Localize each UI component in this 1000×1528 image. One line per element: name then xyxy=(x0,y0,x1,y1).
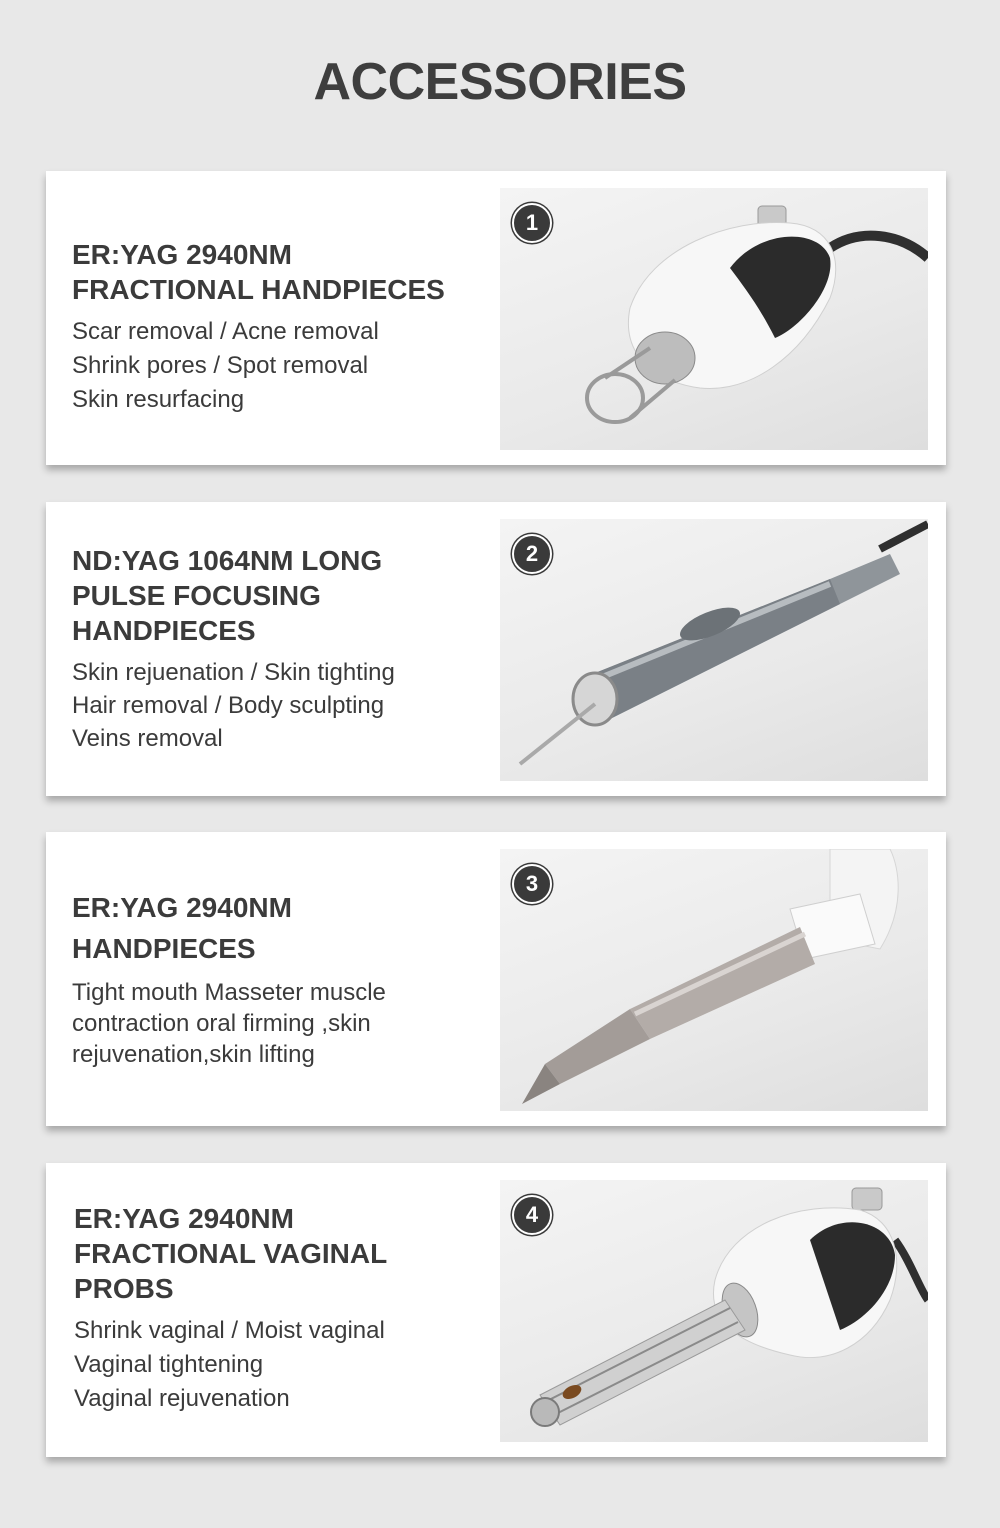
card-description-line: Vaginal rejuvenation xyxy=(74,1385,290,1412)
card-description-line: Skin rejuenation / Skin tighting xyxy=(72,659,395,686)
card-heading xyxy=(74,1201,504,1306)
card-heading-line: ER:YAG 2940NM xyxy=(74,1203,294,1234)
vaginal-probe-illustration xyxy=(500,1180,928,1442)
card-heading-line: PULSE FOCUSING xyxy=(72,580,321,611)
card-heading xyxy=(72,887,502,969)
accessory-card-2 xyxy=(46,502,946,796)
card-description xyxy=(72,656,502,755)
card-heading-line: PROBS xyxy=(74,1273,174,1304)
fractional-handpiece-illustration xyxy=(500,188,928,450)
card-heading-line: ER:YAG 2940NM xyxy=(72,892,292,923)
number-badge: 3 xyxy=(512,864,552,904)
card-description-line: Scar removal / Acne removal xyxy=(72,318,379,345)
number-badge: 4 xyxy=(512,1195,552,1235)
card-heading-line: ND:YAG 1064NM LONG xyxy=(72,545,383,576)
card-heading xyxy=(72,237,502,307)
card-description-line: Shrink vaginal / Moist vaginal xyxy=(74,1317,385,1344)
card-description-line: contraction oral firming ,skin xyxy=(72,1010,371,1037)
card-description-line: Tight mouth Masseter muscle xyxy=(72,979,386,1006)
card-heading-line: ER:YAG 2940NM xyxy=(72,239,292,270)
focusing-handpiece-illustration xyxy=(500,519,928,781)
card-heading xyxy=(72,543,502,648)
card-description-line: Hair removal / Body sculpting xyxy=(72,692,385,719)
number-badge: 1 xyxy=(512,203,552,243)
accessory-card-1 xyxy=(46,171,946,465)
card-description-line: Vaginal tightening xyxy=(74,1351,264,1378)
card-description xyxy=(72,315,502,417)
accessory-card-3 xyxy=(46,832,946,1126)
card-heading-line: HANDPIECES xyxy=(72,615,256,646)
card-heading-line: HANDPIECES xyxy=(72,933,256,964)
vaginal-probe-image xyxy=(500,1180,928,1442)
er-yag-handpiece-image xyxy=(500,849,928,1111)
card-description-line: Shrink pores / Spot removal xyxy=(72,352,369,379)
page-title: ACCESSORIES xyxy=(313,53,687,111)
card-description xyxy=(72,977,502,1070)
card-heading-line: FRACTIONAL VAGINAL xyxy=(74,1238,388,1269)
focusing-handpiece-image xyxy=(500,519,928,781)
number-badge: 2 xyxy=(512,534,552,574)
card-heading-line: FRACTIONAL HANDPIECES xyxy=(72,274,445,305)
card-description-line: Veins removal xyxy=(72,725,223,752)
card-description xyxy=(74,1314,504,1416)
fractional-handpiece-image xyxy=(500,188,928,450)
card-description-line: Skin resurfacing xyxy=(72,386,245,413)
card-description-line: rejuvenation,skin lifting xyxy=(72,1041,315,1068)
er-yag-handpiece-illustration xyxy=(500,849,928,1111)
accessory-card-4 xyxy=(46,1163,946,1457)
